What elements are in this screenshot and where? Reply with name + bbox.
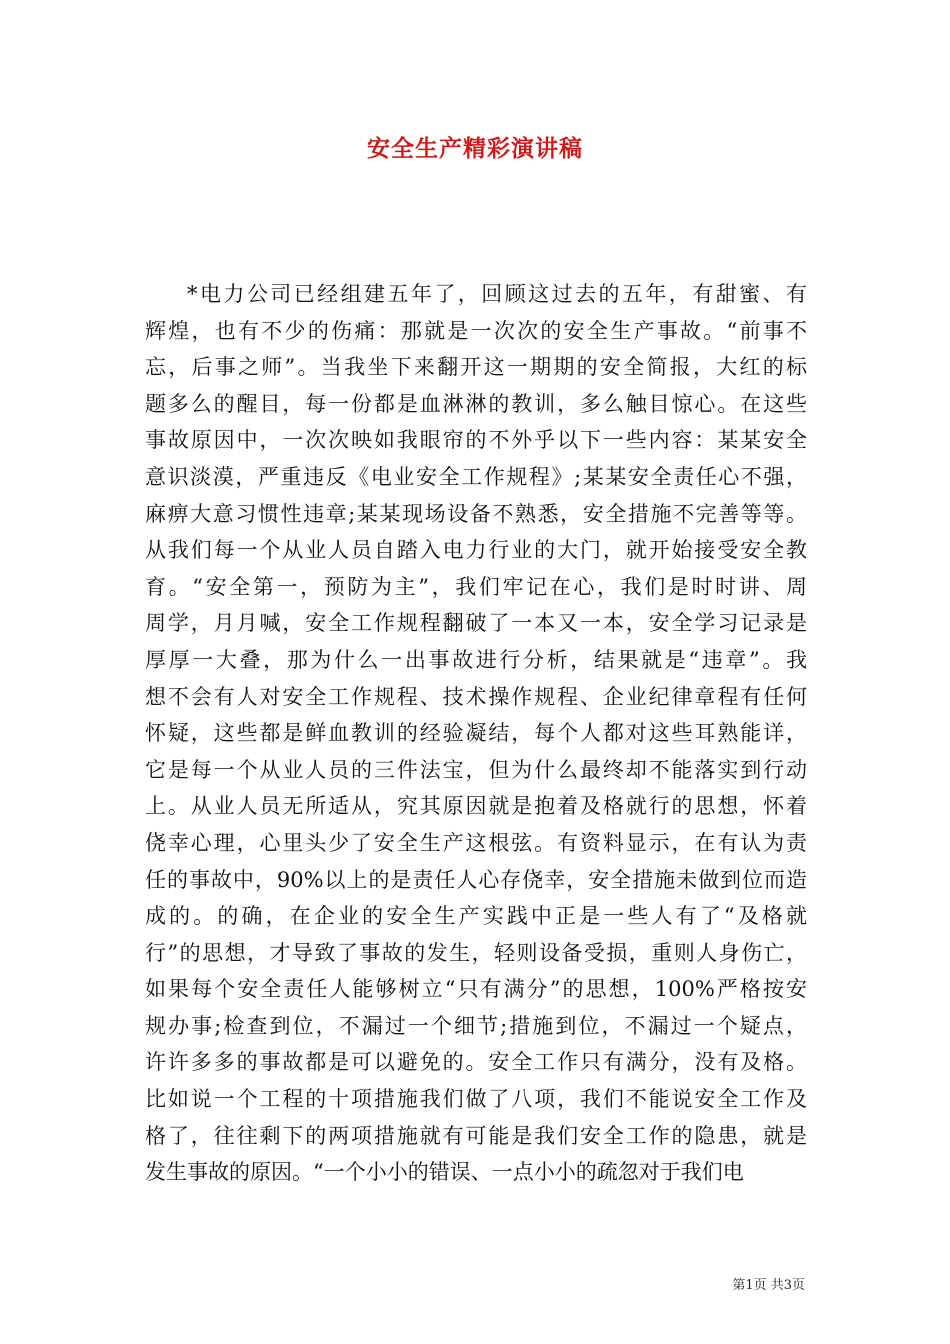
body-line: 任的事故中，90%以上的是责任人心存侥幸，安全措施未做到位而造	[145, 867, 807, 892]
body-line: 如果每个安全责任人能够树立“只有满分”的思想，100%严格按安	[145, 977, 807, 1002]
body-line: 从我们每一个从业人员自踏入电力行业的大门，就开始接受安全教	[145, 538, 807, 563]
body-line: 成的。的确，在企业的安全生产实践中正是一些人有了“及格就	[145, 904, 807, 929]
body-line: 许许多多的事故都是可以避免的。安全工作只有满分，没有及格。	[145, 1050, 807, 1075]
document-title: 安全生产精彩演讲稿	[367, 135, 583, 162]
page-number-footer: 第1页 共3页	[732, 1278, 805, 1293]
body-line: 题多么的醒目，每一份都是血淋淋的教训，多么触目惊心。在这些	[145, 391, 807, 416]
body-line: 辉煌，也有不少的伤痛：那就是一次次的安全生产事故。“前事不	[145, 318, 807, 343]
body-line: 育。“安全第一，预防为主”，我们牢记在心，我们是时时讲、周	[145, 574, 807, 599]
body-line: 怀疑，这些都是鲜血教训的经验凝结，每个人都对这些耳熟能详，	[145, 721, 807, 746]
body-line: 格了，往往剩下的两项措施就有可能是我们安全工作的隐患，就是	[145, 1123, 807, 1148]
body-line: 厚厚一大叠，那为什么一出事故进行分析，结果就是“违章”。我	[145, 647, 807, 672]
body-line: 麻痹大意习惯性违章;某某现场设备不熟悉，安全措施不完善等等。	[145, 501, 807, 526]
body-line: 发生事故的原因。“一个小小的错误、一点小小的疏忽对于我们电	[145, 1160, 744, 1185]
body-line: 行”的思想，才导致了事故的发生，轻则设备受损，重则人身伤亡，	[145, 940, 807, 965]
body-line: 比如说一个工程的十项措施我们做了八项，我们不能说安全工作及	[145, 1087, 807, 1112]
body-line: 侥幸心理，心里头少了安全生产这根弦。有资料显示，在有认为责	[145, 830, 807, 855]
body-line: 意识淡漠，严重违反《电业安全工作规程》;某某安全责任心不强，	[145, 464, 807, 489]
body-line: 它是每一个从业人员的三件法宝，但为什么最终却不能落实到行动	[145, 757, 807, 782]
body-line: 忘，后事之师”。当我坐下来翻开这一期期的安全简报，大红的标	[145, 355, 807, 380]
body-line: *电力公司已经组建五年了，回顾这过去的五年，有甜蜜、有	[187, 282, 807, 306]
body-line: 周学，月月喊，安全工作规程翻破了一本又一本，安全学习记录是	[145, 611, 807, 636]
document-body	[145, 276, 807, 1191]
body-line: 想不会有人对安全工作规程、技术操作规程、企业纪律章程有任何	[145, 684, 807, 709]
body-line: 规办事;检查到位，不漏过一个细节;措施到位，不漏过一个疑点，	[145, 1013, 807, 1038]
body-line: 上。从业人员无所适从，究其原因就是抱着及格就行的思想，怀着	[145, 794, 807, 819]
body-line: 事故原因中，一次次映如我眼帘的不外乎以下一些内容：某某安全	[145, 428, 807, 453]
